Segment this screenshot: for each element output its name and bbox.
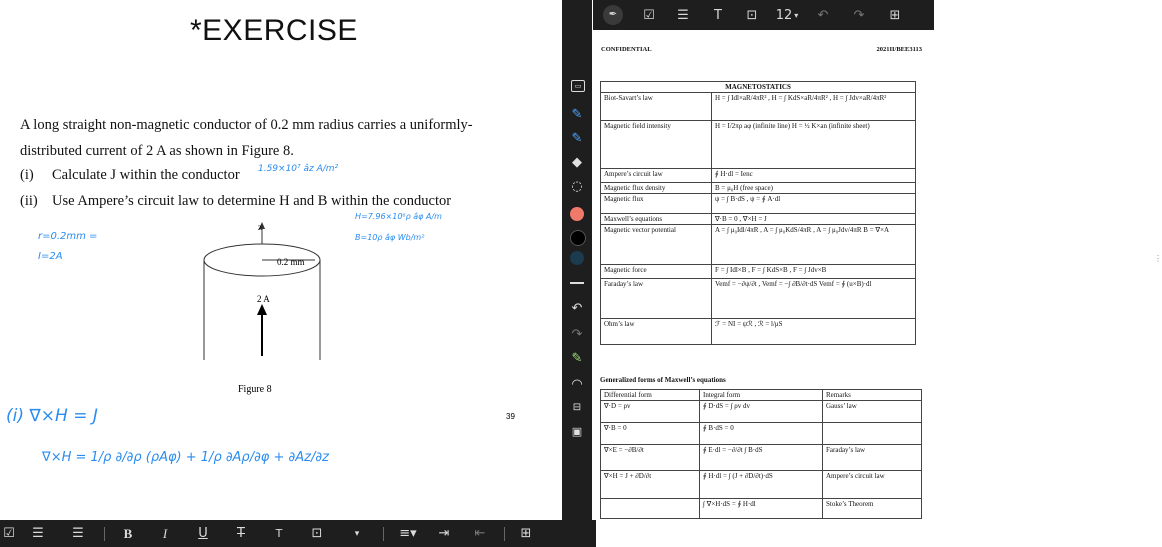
checkbox-list-icon[interactable]: ☑ (3, 526, 15, 541)
row-label: Magnetic vector potential (601, 225, 712, 265)
checkbox-icon[interactable]: ☑ (643, 7, 655, 23)
italic-button[interactable]: I (162, 525, 168, 541)
magnetostatics-title: MAGNETOSTATICS (601, 82, 916, 93)
row-equation: A = ∫ μ₀Idl/4πR , A = ∫ μ₀KdS/4πR , A = ∫ μ₀Jdv/4πR B = ∇×A (712, 225, 916, 265)
fit-page-icon[interactable]: ⊞ (520, 526, 532, 541)
bold-button[interactable]: B (123, 525, 133, 541)
lasso-icon[interactable]: ◌ (571, 178, 583, 194)
row-equation: ψ = ∫ B·dS , ψ = ∮ A·dl (712, 194, 916, 214)
row-label: Maxwell’s equations (601, 214, 712, 225)
problem-line-2: distributed current of 2 A as shown in Figure 8. (20, 143, 294, 159)
row-equation: H = I/2πρ aφ (infinite line) H = ½ K×an (infinite sheet) (712, 121, 916, 169)
maxwell-header: Integral form (700, 390, 823, 401)
row-label: Ohm’s law (601, 319, 712, 345)
indent-button[interactable]: ⇥ (438, 526, 450, 541)
top-toolbar (593, 0, 934, 30)
maxwell-remark (823, 423, 922, 445)
text-box-icon[interactable]: ⊡ (746, 7, 758, 23)
maxwell-diff (601, 499, 700, 519)
formula-sheet-page[interactable] (596, 30, 934, 547)
pen-mode-icon[interactable]: ✒ (593, 0, 633, 30)
item-1-text: Calculate J within the conductor (52, 167, 240, 183)
redo-side-icon[interactable]: ↷ (571, 326, 583, 342)
drag-handle-icon[interactable]: ⋮ (1154, 254, 1162, 263)
row-equation: ∮ H·dl = Ienc (712, 169, 916, 183)
underline-button[interactable]: U (198, 526, 208, 541)
maxwell-title: Generalized forms of Maxwell’s equations (600, 376, 726, 384)
row-equation: H = ∫ Idl×aR/4πR² , H = ∫ KdS×aR/4πR² , H = ∫ Jdv×aR/4πR² (712, 93, 916, 121)
redo-icon[interactable]: ↷ (853, 7, 865, 23)
color-swatch-coral[interactable] (570, 207, 584, 221)
row-label: Magnetic flux (601, 194, 712, 214)
text-insert-icon[interactable]: ⊟ (572, 401, 582, 413)
color-swatch-black[interactable] (570, 230, 586, 246)
figure-caption: Figure 8 (238, 384, 272, 395)
row-equation: F = ∫ Idl×B , F = ∫ KdS×B , F = ∫ Jdv×B (712, 265, 916, 279)
bottom-toolbar (0, 520, 596, 547)
maxwell-diff: ∇·B = 0 (601, 423, 700, 445)
maxwell-diff: ∇×E = −∂B/∂t (601, 445, 700, 471)
slide-title: *EXERCISE (190, 14, 358, 47)
handwritten-curl-expansion: ∇×H = 1/ρ ∂/∂ρ (ρAφ) + 1/ρ ∂Aρ/∂φ + ∂Az/∂z (42, 450, 329, 465)
maxwell-integral: ∮ E·dl = −∂/∂t ∫ B·dS (700, 445, 823, 471)
row-equation: ℱ = NI = ψℛ , ℛ = l/μS (712, 319, 916, 345)
handwritten-radius-given: r=0.2mm = (38, 231, 98, 242)
row-label: Biot-Savart’s law (601, 93, 712, 121)
undo-icon[interactable]: ↶ (817, 7, 829, 23)
row-label: Faraday’s law (601, 279, 712, 319)
figure-current-label: 2 A (257, 294, 270, 304)
confidential-label: CONFIDENTIAL (601, 46, 652, 53)
row-equation: B = μ₀H (free space) (712, 183, 916, 194)
color-swatch-navy[interactable] (570, 251, 584, 265)
magnetostatics-table (600, 81, 916, 345)
undo-side-icon[interactable]: ↶ (571, 300, 583, 316)
maxwell-header: Differential form (601, 390, 700, 401)
maxwell-table (600, 389, 922, 519)
row-label: Ampere’s circuit law (601, 169, 712, 183)
eraser-icon[interactable]: ◆ (572, 154, 582, 170)
maxwell-remark: Faraday’s law (823, 445, 922, 471)
maxwell-diff: ∇×H = J + ∂D/∂t (601, 471, 700, 499)
maxwell-integral: ∫ ∇×H·dS = ∮ H·dl (700, 499, 823, 519)
font-size-select[interactable]: 12 ▾ (775, 7, 799, 23)
strikethrough-button[interactable]: T (237, 526, 245, 541)
text-box-button[interactable]: ⊡ (311, 526, 323, 541)
maxwell-remark: Gauss’ law (823, 401, 922, 423)
keyboard-icon[interactable]: ▭ (571, 80, 585, 92)
maxwell-remark: Ampere’s circuit law (823, 471, 922, 499)
maxwell-integral: ∮ D·dS = ∫ ρv dv (700, 401, 823, 423)
handwritten-b-answer: B=10ρ âφ Wb/m² (355, 233, 425, 242)
figure-radius-label: 0.2 mm (277, 257, 305, 267)
handwritten-current-given: I=2A (38, 251, 63, 262)
row-equation: Vemf = −∂ψ/∂t , Vemf = −∫ ∂B/∂t·dS Vemf = ∮ (u×B)·dl (712, 279, 916, 319)
numbered-list-icon[interactable]: ☰ (72, 526, 84, 541)
handwritten-j-answer: 1.59×10⁷ âz A/m² (258, 164, 339, 174)
handwritten-h-answer: H=7.96×10⁶ρ âφ A/m (355, 212, 442, 221)
outdent-button[interactable]: ⇤ (474, 526, 486, 541)
row-label: Magnetic force (601, 265, 712, 279)
pen-icon[interactable]: ✎ (571, 106, 583, 122)
shape-icon[interactable]: ◠ (571, 376, 583, 392)
figure-axis-label: z (258, 222, 262, 232)
maxwell-integral: ∮ B·dS = 0 (700, 423, 823, 445)
maxwell-header: Remarks (823, 390, 922, 401)
handwritten-curl-equation: (i) ∇×H = J (6, 406, 98, 426)
page-number: 39 (506, 412, 515, 421)
text-style-button[interactable]: T (275, 527, 283, 540)
course-code: 2021II/BEE3113 (876, 46, 922, 53)
text-format-icon[interactable]: ☰ (677, 7, 689, 23)
dropdown-button[interactable]: ▾ (354, 528, 360, 539)
slide-canvas[interactable] (0, 0, 562, 520)
problem-line-1: A long straight non-magnetic conductor of 0.2 mm radius carries a uniformly- (20, 117, 473, 133)
bullet-list-icon[interactable]: ☰ (32, 526, 44, 541)
maxwell-diff: ∇·D = ρv (601, 401, 700, 423)
row-label: Magnetic field intensity (601, 121, 712, 169)
item-2-number: (ii) (20, 193, 38, 209)
highlighter-icon[interactable]: ✎ (571, 130, 583, 146)
stroke-width-icon[interactable] (570, 282, 584, 284)
text-icon[interactable]: T (714, 7, 722, 23)
align-button[interactable]: ≡▾ (399, 526, 417, 541)
maxwell-integral: ∮ H·dl = ∫ (J + ∂D/∂t)·dS (700, 471, 823, 499)
fit-icon[interactable]: ⊞ (889, 7, 901, 23)
row-equation: ∇·B = 0 , ∇×H = J (712, 214, 916, 225)
row-label: Magnetic flux density (601, 183, 712, 194)
document-icon[interactable]: ▣ (571, 424, 583, 438)
item-1-number: (i) (20, 167, 34, 183)
item-2-text: Use Ampere’s circuit law to determine H and B within the conductor (52, 193, 452, 209)
marker-icon[interactable]: ✎ (571, 350, 583, 366)
maxwell-remark: Stoke’s Theorem (823, 499, 922, 519)
